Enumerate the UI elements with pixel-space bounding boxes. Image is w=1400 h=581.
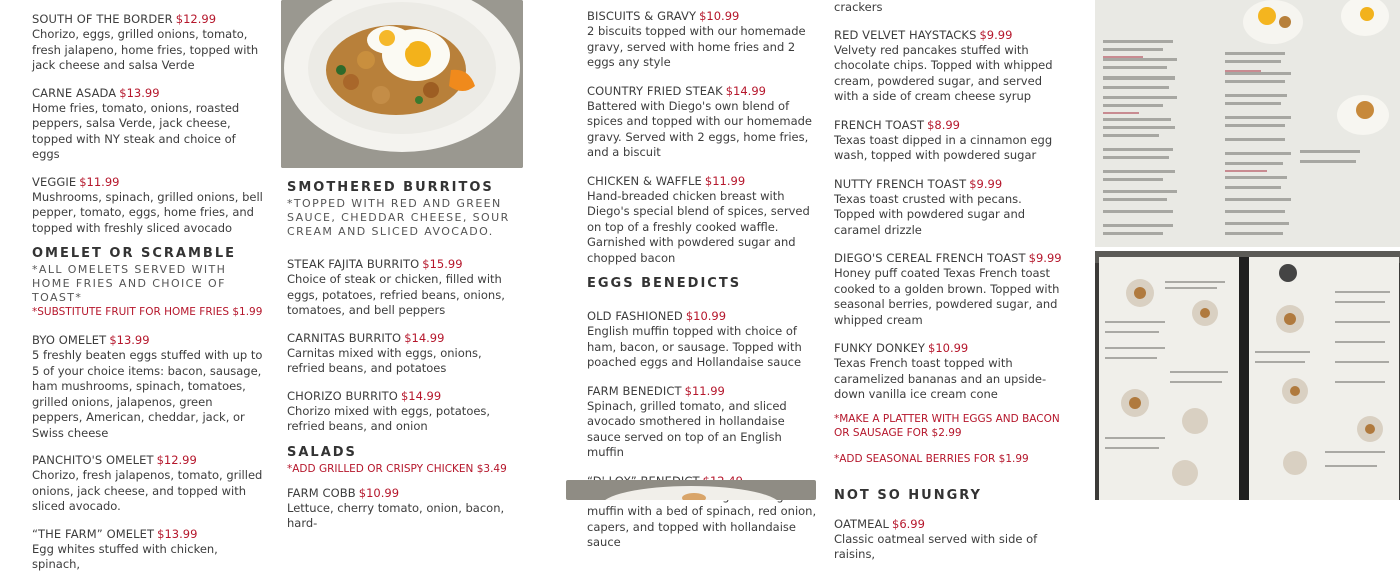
section-title-benedicts: EGGS BENEDICTS xyxy=(587,276,742,291)
menu-item-name: PANCHITO'S OMELET xyxy=(32,453,154,467)
menu-item-name: SOUTH OF THE BORDER xyxy=(32,12,173,26)
menu-item-price: $12.99 xyxy=(156,453,197,467)
menu-item-description: Chorizo mixed with eggs, potatoes, refried beans, and onion xyxy=(287,403,491,433)
menu-item-description: Chorizo, fresh jalapenos, tomato, grilled onions, jack cheese, and topped with sliced avocado. xyxy=(32,468,263,513)
menu-item-description: Hand-breaded chicken breast with Diego's special blend of spices, served on top of a freshly cooked waffle. Garnished with powdered sugar and chopped bacon xyxy=(587,188,810,265)
menu-item-name: FRENCH TOAST xyxy=(834,117,925,132)
section-title-not-so-hungry: NOT SO HUNGRY xyxy=(834,487,982,503)
menu-item-description: Chorizo, eggs, grilled onions, tomato, fresh jalapeno, home fries, topped with jack cheese and salsa Verde xyxy=(32,27,259,72)
menu-item xyxy=(834,513,1066,563)
section-note-omelet: *ALL OMELETS SERVED WITH HOME FRIES AND CHOICE OF TOAST* xyxy=(32,263,227,304)
menu-column-2 xyxy=(287,180,519,538)
menu-item-price: $12.99 xyxy=(175,12,217,26)
section-red-note-omelet: *SUBSTITUTE FRUIT FOR HOME FRIES $1.99 xyxy=(32,306,263,318)
benedict-photo-partial xyxy=(566,480,816,500)
menu-item xyxy=(32,449,264,515)
menu-item-price: $13.99 xyxy=(109,333,150,347)
menu-item-name: OATMEAL xyxy=(834,516,890,531)
menu-item xyxy=(587,305,819,371)
menu-item-price: $11.99 xyxy=(684,383,725,398)
menu-item xyxy=(287,253,519,319)
berries-note: *ADD SEASONAL BERRIES FOR $1.99 xyxy=(834,452,1029,465)
menu-item-name: “THE FARM” OMELET xyxy=(32,526,155,541)
menu-item-name: OLD FASHIONED xyxy=(587,309,683,323)
menu-item xyxy=(587,170,819,267)
menu-item-price: $8.99 xyxy=(927,117,961,132)
menu-column-4 xyxy=(834,0,1066,569)
menu-item-price: $9.99 xyxy=(1028,251,1062,265)
skillet-photo xyxy=(281,0,523,168)
menu-item xyxy=(587,5,819,71)
menu-item-price: $15.99 xyxy=(422,257,463,271)
menu-item-price: $13.99 xyxy=(119,85,160,100)
menu-item-price: $11.99 xyxy=(704,173,746,188)
menu-item-name: RED VELVET HAYSTACKS xyxy=(834,27,977,42)
menu-item-price: $9.99 xyxy=(969,176,1003,191)
menu-item-description: Lettuce, cherry tomato, onion, bacon, hard- xyxy=(287,500,505,530)
menu-item xyxy=(587,80,819,161)
menu-item-price: $9.99 xyxy=(979,27,1013,42)
menu-item-price: $6.99 xyxy=(892,516,925,531)
menu-item-name: CHORIZO BURRITO xyxy=(287,388,398,403)
menu-item-name: FUNKY DONKEY xyxy=(834,341,925,355)
menu-item-description: Texas toast crusted with pecans. Topped with powdered sugar and caramel drizzle xyxy=(834,191,1026,237)
menu-item-description: Egg whites stuffed with chicken, spinach, xyxy=(32,541,218,571)
section-title-burritos: SMOTHERED BURRITOS xyxy=(287,180,494,195)
menu-item-name: DIEGO'S CEREAL FRENCH TOAST xyxy=(834,251,1026,265)
menu-item-price: $11.99 xyxy=(79,174,120,189)
menu-item-price: $10.99 xyxy=(685,309,727,323)
menu-item-price: $10.99 xyxy=(358,485,400,500)
menu-item xyxy=(587,380,819,461)
menu-item-price: $10.99 xyxy=(928,341,969,355)
menu-item-name: FARM BENEDICT xyxy=(587,383,682,398)
menu-column-1 xyxy=(32,8,264,581)
menu-item xyxy=(287,482,519,532)
menu-item-price: $14.99 xyxy=(404,330,445,345)
menu-item-description: Honey puff coated Texas French toast cooked to a golden brown. Topped with seasonal berries, powdered sugar, and whipped cream xyxy=(834,266,1060,327)
menu-item-description: Classic oatmeal served with side of raisins, xyxy=(834,531,1038,561)
menu-item-description: Velvety red pancakes stuffed with chocolate chips. Topped with whipped cream, powdered sugar, and served with a side of cream cheese syrup xyxy=(834,42,1053,103)
menu-item-description: Battered with Diego's own blend of spices and topped with our homemade gravy. Served with 2 eggs, home fries, and a biscuit xyxy=(587,98,812,159)
menu-item-name: BYO OMELET xyxy=(32,333,107,347)
menu-item xyxy=(834,114,1066,164)
menu-item xyxy=(287,327,519,377)
menu-item xyxy=(834,337,1066,403)
menu-item-description: Mushrooms, spinach, grilled onions, bell pepper, tomato, eggs, home fries, and topped with freshly sliced avocado xyxy=(32,189,263,235)
menu-item-name: CARNE ASADA xyxy=(32,85,117,100)
platter-note: *MAKE A PLATTER WITH EGGS AND BACON OR SAUSAGE FOR $2.99 xyxy=(834,412,1060,439)
section-title-salads: SALADS xyxy=(287,444,357,460)
menu-item-price: $14.99 xyxy=(400,388,442,403)
menu-item-price: $10.99 xyxy=(699,9,740,23)
section-title-omelet: OMELET OR SCRAMBLE xyxy=(32,246,236,261)
menu-item xyxy=(834,24,1066,105)
menu-thumbnail-2 xyxy=(1095,251,1400,500)
menu-item xyxy=(32,523,264,573)
section-note-burritos: *TOPPED WITH RED AND GREEN SAUCE, CHEDDAR CHEESE, SOUR CREAM AND SLICED AVOCADO. xyxy=(287,197,510,238)
menu-item-description: Spinach, grilled tomato, and sliced avocado smothered in hollandaise sauce served on top of an English muffin xyxy=(587,398,787,459)
menu-column-3 xyxy=(587,5,819,560)
menu-item-price: $13.99 xyxy=(157,526,198,541)
menu-item xyxy=(32,171,264,237)
menu-item-description: muffin with a bed of spinach, red onion, capers, and topped with hollandaise sauce xyxy=(587,504,817,549)
menu-item-description: Texas French toast topped with caramelized bananas and an upside-down vanilla ice cream cone xyxy=(834,356,1047,401)
menu-item xyxy=(32,82,264,163)
menu-item-name: CHICKEN & WAFFLE xyxy=(587,173,702,188)
section-note-salads: *ADD GRILLED OR CRISPY CHICKEN $3.49 xyxy=(287,462,507,475)
menu-item-name: VEGGIE xyxy=(32,174,77,189)
menu-item-name: COUNTRY FRIED STEAK xyxy=(587,83,723,98)
menu-item-name: BISCUITS & GRAVY xyxy=(587,9,697,23)
menu-item xyxy=(32,329,264,441)
menu-item-description: Carnitas mixed with eggs, onions, refried beans, and potatoes xyxy=(287,345,482,375)
menu-item xyxy=(32,8,264,74)
menu-item-price: $14.99 xyxy=(725,83,766,98)
menu-item-description: Choice of steak or chicken, filled with eggs, potatoes, refried beans, onions, tomatoes, and bell peppers xyxy=(287,272,505,317)
menu-item-description: English muffin topped with choice of ham, bacon, or sausage. Topped with poached eggs and Hollandaise sauce xyxy=(587,324,802,369)
crackers-fragment: crackers xyxy=(834,0,883,14)
menu-item-description: 5 freshly beaten eggs stuffed with up to 5 of your choice items: bacon, sausage, ham mushrooms, spinach, tomatoes, grilled onions, jalapenos, green peppers, American, cheddar, jack, or Swiss cheese xyxy=(32,348,263,440)
menu-item-description: 2 biscuits topped with our homemade gravy, served with home fries and 2 eggs any style xyxy=(587,24,806,69)
menu-item-name: CARNITAS BURRITO xyxy=(287,330,402,345)
menu-item-name: STEAK FAJITA BURRITO xyxy=(287,257,420,271)
menu-item-name: FARM COBB xyxy=(287,485,356,500)
menu-item xyxy=(834,247,1066,328)
menu-item-description: Texas toast dipped in a cinnamon egg wash, topped with powdered sugar xyxy=(834,132,1053,162)
menu-item xyxy=(834,173,1066,239)
menu-thumbnail-1 xyxy=(1095,0,1400,247)
menu-item xyxy=(287,385,519,435)
menu-item-name: NUTTY FRENCH TOAST xyxy=(834,176,967,191)
menu-item-description: Home fries, tomato, onions, roasted peppers, salsa Verde, jack cheese, topped with NY steak and choice of eggs xyxy=(32,100,240,161)
